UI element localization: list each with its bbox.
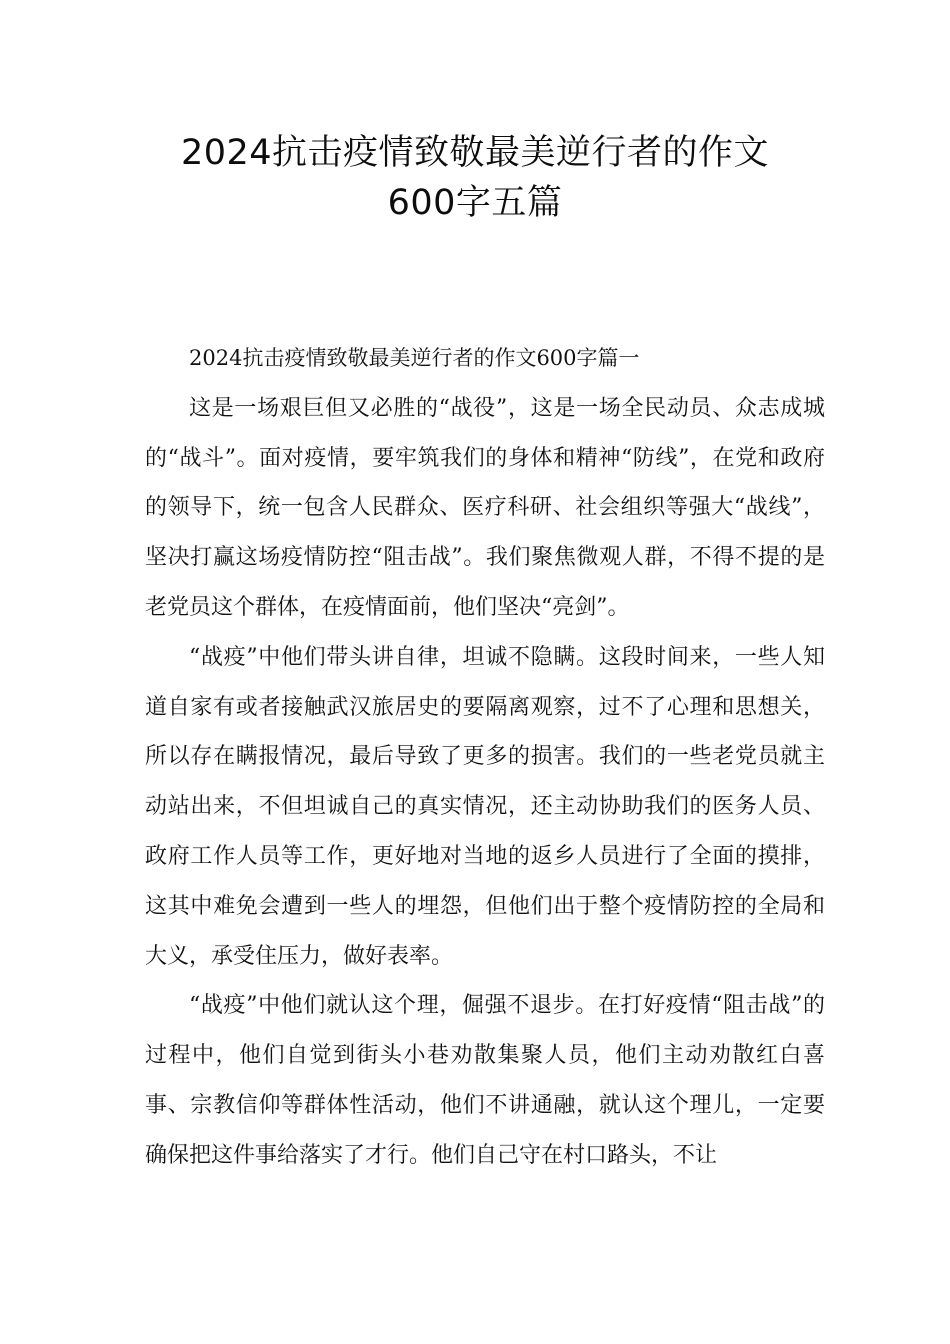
- section-heading: 2024抗击疫情致敬最美逆行者的作文600字篇一: [189, 346, 640, 370]
- document-title: [0, 128, 950, 228]
- document-body: [145, 334, 825, 1181]
- title-line-1: 2024抗击疫情致敬最美逆行者的作文: [180, 133, 770, 173]
- paragraph-1: 这是一场艰巨但又必胜的“战役”，这是一场全民动员、众志成城的“战斗”。面对疫情，要牢筑我们的身体和精神“防线”，在党和政府的领导下，统一包含人民群众、医疗科研、社会组织等强大“战线”，坚决打赢这场疫情防控“阻击战”。我们聚焦微观人群，不得不提的是老党员这个群体，在疫情面前，他们坚决“亮剑”。: [145, 395, 825, 620]
- paragraph-2: “战疫”中他们带头讲自律，坦诚不隐瞒。这段时间来，一些人知道自家有或者接触武汉旅居史的要隔离观察，过不了心理和思想关，所以存在瞒报情况，最后导致了更多的损害。我们的一些老党员就主动站出来，不但坦诚自己的真实情况，还主动协助我们的医务人员、政府工作人员等工作，更好地对当地的返乡人员进行了全面的摸排，这其中难免会遭到一些人的埋怨，但他们出于整个疫情防控的全局和大义，承受住压力，做好表率。: [145, 644, 825, 969]
- title-line-2: 600字五篇: [387, 183, 563, 223]
- paragraph-3: “战疫”中他们就认这个理，倔强不退步。在打好疫情“阻击战”的过程中，他们自觉到街头小巷劝散集聚人员，他们主动劝散红白喜事、宗教信仰等群体性活动，他们不讲通融，就认这个理儿，一定要确保把这件事给落实了才行。他们自己守在村口路头，不让: [145, 993, 825, 1168]
